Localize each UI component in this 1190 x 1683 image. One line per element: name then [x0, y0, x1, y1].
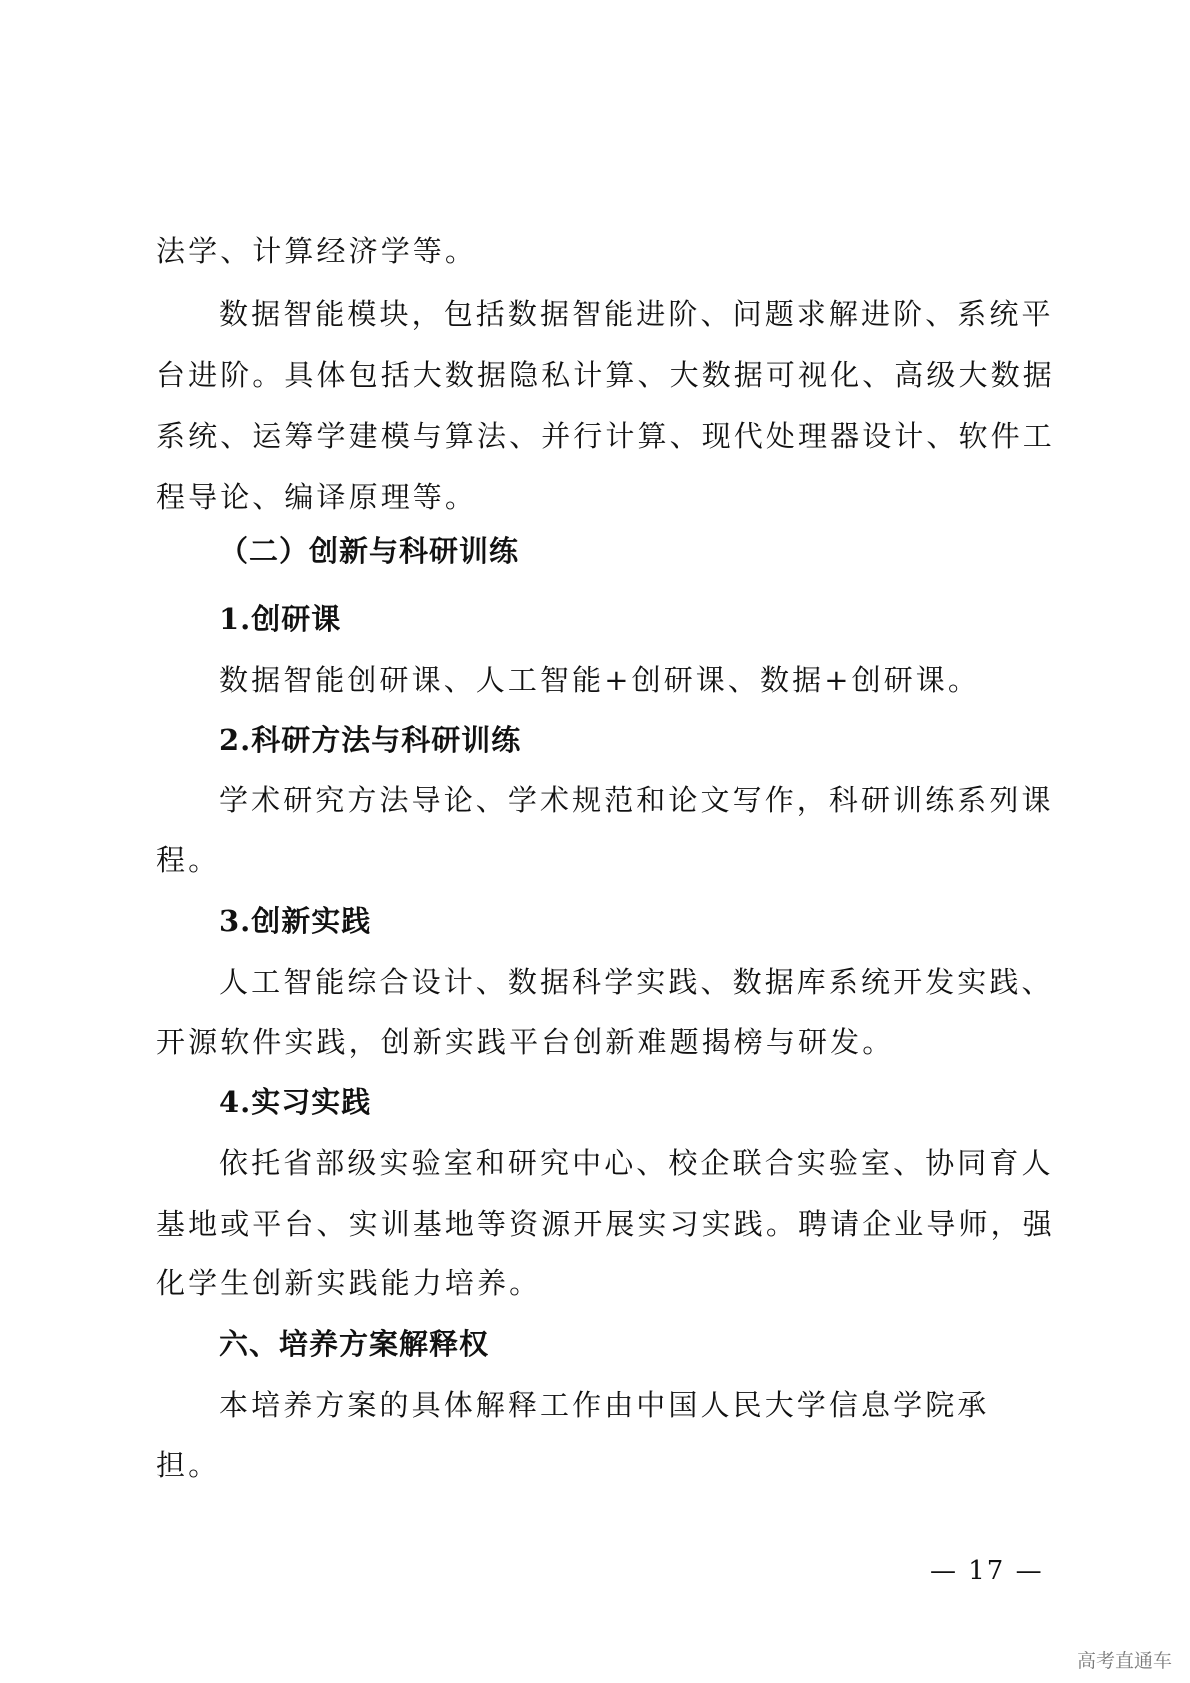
- text-line: 程。: [156, 843, 221, 877]
- text-line: 本培养方案的具体解释工作由中国人民大学信息学院承: [219, 1388, 990, 1422]
- section-heading: 六、培养方案解释权: [219, 1327, 490, 1361]
- text-line: 数据智能创研课、人工智能+创研课、数据+创研课。: [219, 663, 980, 697]
- section-heading: （二）创新与科研训练: [219, 534, 520, 568]
- subsection-heading: 2.科研方法与科研训练: [219, 723, 522, 757]
- watermark: 高考直通车: [1076, 1650, 1172, 1672]
- text-line: 台进阶。具体包括大数据隐私计算、大数据可视化、高级大数据: [156, 358, 1055, 392]
- subsection-heading: 3.创新实践: [219, 904, 372, 938]
- text-line: 程导论、编译原理等。: [156, 480, 478, 514]
- text-line: 学术研究方法导论、学术规范和论文写作，科研训练系列课: [219, 783, 1054, 817]
- text-line: 数据智能模块，包括数据智能进阶、问题求解进阶、系统平: [219, 297, 1054, 331]
- text-line: 法学、计算经济学等。: [156, 234, 478, 268]
- text-line: 担。: [156, 1448, 221, 1482]
- text-line: 开源软件实践，创新实践平台创新难题揭榜与研发。: [156, 1025, 895, 1059]
- text-line: 基地或平台、实训基地等资源开展实习实践。聘请企业导师，强: [156, 1207, 1055, 1241]
- text-line: 系统、运筹学建模与算法、并行计算、现代处理器设计、软件工: [156, 419, 1055, 453]
- text-line: 化学生创新实践能力培养。: [156, 1266, 542, 1300]
- subsection-heading: 4.实习实践: [219, 1085, 372, 1119]
- text-line: 人工智能综合设计、数据科学实践、数据库系统开发实践、: [219, 965, 1054, 999]
- subsection-heading: 1.创研课: [219, 602, 342, 636]
- text-line: 依托省部级实验室和研究中心、校企联合实验室、协同育人: [219, 1146, 1054, 1180]
- page-number: — 17 —: [930, 1556, 1044, 1586]
